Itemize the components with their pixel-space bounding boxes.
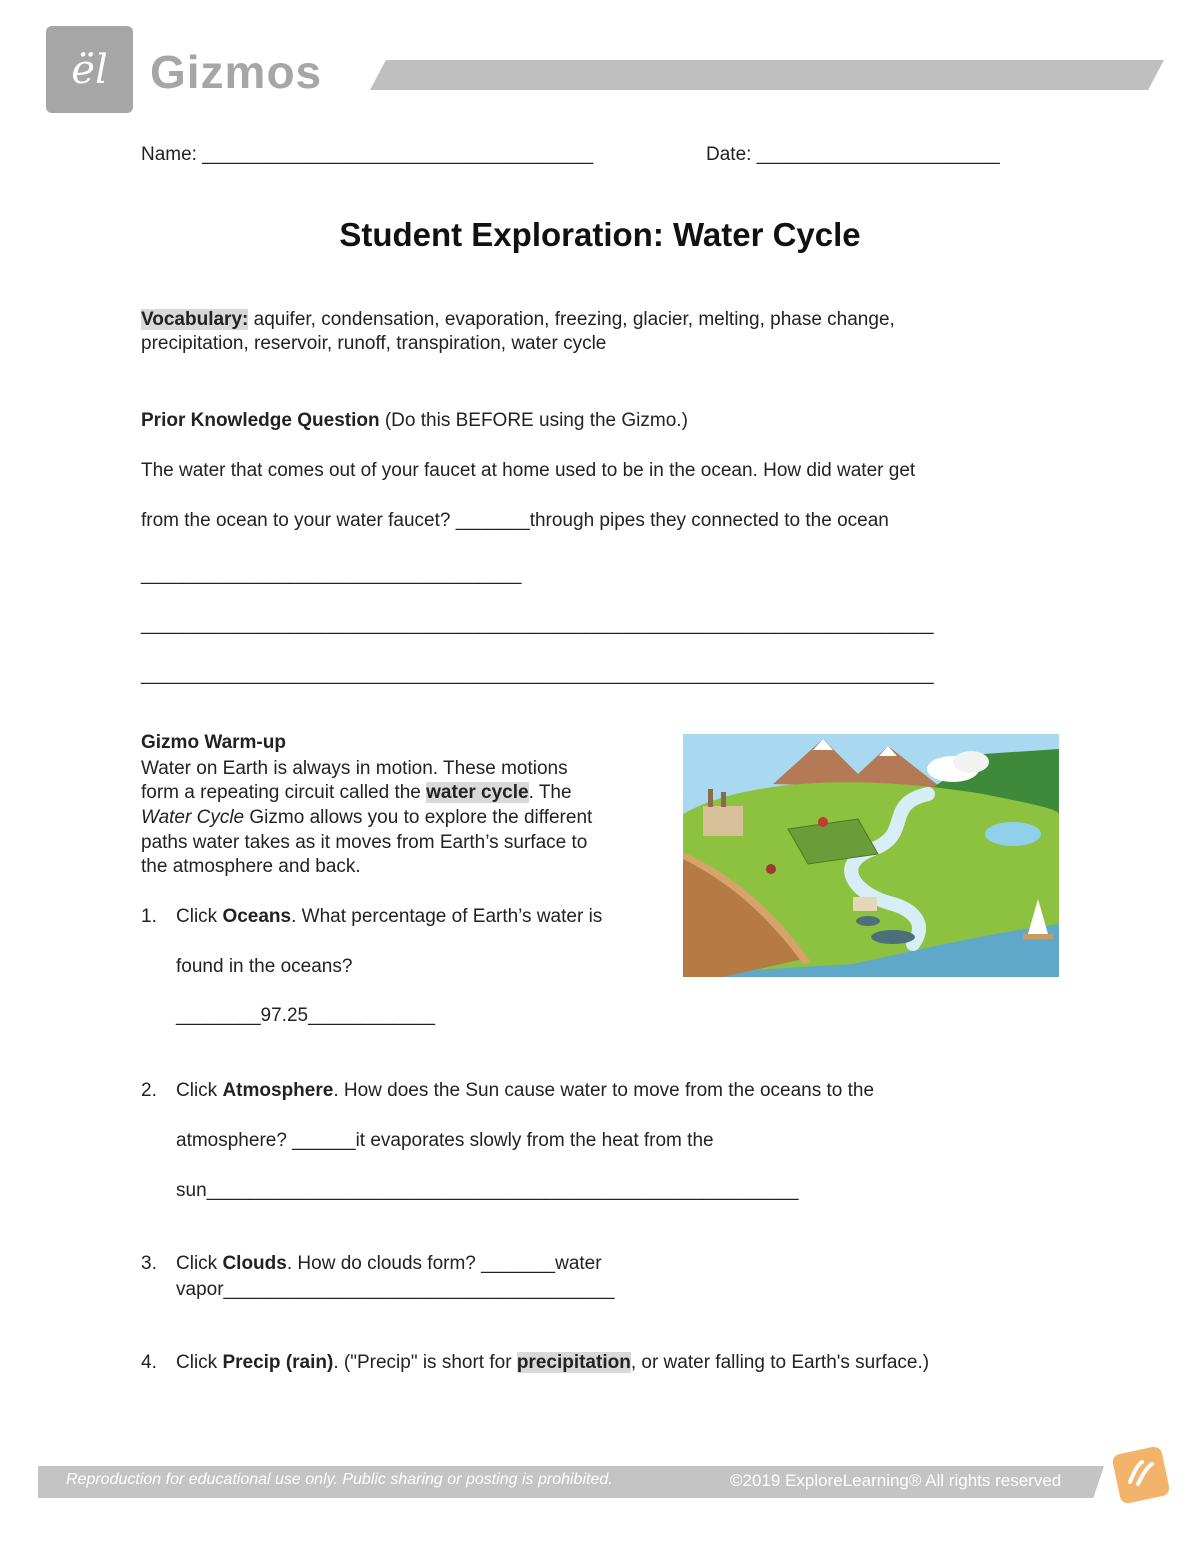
vocabulary-line-2: precipitation, reservoir, runoff, transpiration, water cycle <box>141 333 607 354</box>
logo-mark: ël <box>71 46 108 93</box>
gizmo-name: Water Cycle <box>141 807 245 828</box>
q2-text: Click <box>176 1080 223 1101</box>
question-2-number: 2. <box>141 1080 157 1101</box>
q2-text: . How does the Sun cause water to move from the oceans to the <box>333 1080 875 1101</box>
prior-question-line-2[interactable]: from the ocean to your water faucet? _______through pipes they connected to the ocean <box>141 510 889 531</box>
vocabulary-label: Vocabulary: <box>141 309 249 330</box>
explorelearning-logo-icon <box>1108 1442 1174 1508</box>
question-1-line-1 <box>176 904 602 929</box>
q1-term-oceans: Oceans <box>222 906 292 927</box>
q4-term-precip: Precip (rain) <box>222 1352 334 1373</box>
answer-blank-1[interactable]: ____________________________________ <box>141 564 522 585</box>
prior-note: (Do this BEFORE using the Gizmo.) <box>379 410 688 431</box>
prior-question-line-1: The water that comes out of your faucet at home used to be in the ocean. How did water get <box>141 460 916 481</box>
brand-name: Gizmos <box>150 46 323 98</box>
q3-text: . How do clouds form? _______water <box>286 1253 602 1274</box>
warmup-heading: Gizmo Warm-up <box>141 732 286 753</box>
question-3-line-2[interactable]: vapor_____________________________________ <box>176 1279 615 1300</box>
q4-text: Click <box>176 1352 223 1373</box>
prior-heading-bold: Prior Knowledge Question <box>141 410 380 431</box>
question-1-answer[interactable]: ________97.25____________ <box>176 1005 435 1026</box>
vocabulary-line-1 <box>141 307 895 332</box>
q1-text: . What percentage of Earth’s water is <box>291 906 603 927</box>
answer-blank-2[interactable]: ___________________________________________________________________________ <box>141 614 934 635</box>
question-4-line-1 <box>176 1350 929 1375</box>
footer-disclaimer: Reproduction for educational use only. Public sharing or posting is prohibited. <box>66 1471 613 1488</box>
warmup-text: form a repeating circuit called the <box>141 782 427 803</box>
term-water-cycle: water cycle <box>426 782 529 803</box>
q4-text: . ("Precip" is short for <box>333 1352 517 1373</box>
q2-term-atmosphere: Atmosphere <box>222 1080 334 1101</box>
date-field[interactable]: Date: _______________________ <box>706 144 1000 165</box>
q3-text: Click <box>176 1253 223 1274</box>
question-3-number: 3. <box>141 1253 157 1274</box>
q3-term-clouds: Clouds <box>222 1253 287 1274</box>
footer-copyright: ©2019 ExploreLearning® All rights reserved <box>730 1471 1062 1490</box>
question-2-line-1 <box>176 1078 874 1103</box>
warmup-line-3 <box>141 805 592 830</box>
header-bar <box>370 60 1164 90</box>
q1-text: Click <box>176 906 223 927</box>
warmup-line-5: the atmosphere and back. <box>141 856 361 877</box>
warmup-text: . The <box>528 782 572 803</box>
question-4-number: 4. <box>141 1352 157 1373</box>
vocabulary-terms: aquifer, condensation, evaporation, freezing, glacier, melting, phase change, <box>248 309 895 330</box>
term-precipitation: precipitation <box>516 1352 631 1373</box>
question-2-line-3[interactable]: sun________________________________________________________ <box>176 1180 799 1201</box>
answer-blank-3[interactable]: ___________________________________________________________________________ <box>141 664 934 685</box>
q4-text: , or water falling to Earth's surface.) <box>630 1352 930 1373</box>
question-2-line-2[interactable]: atmosphere? ______it evaporates slowly from the heat from the <box>176 1130 714 1151</box>
warmup-text: Gizmo allows you to explore the different <box>244 807 593 828</box>
prior-knowledge-heading <box>141 408 688 433</box>
water-cycle-illustration <box>683 734 1059 977</box>
gizmos-logo <box>46 26 133 113</box>
question-1-line-2: found in the oceans? <box>176 956 353 977</box>
name-field[interactable]: Name: _____________________________________ <box>141 144 594 165</box>
warmup-line-4: paths water takes as it moves from Earth’s surface to <box>141 832 588 853</box>
page-title: Student Exploration: Water Cycle <box>339 216 861 253</box>
question-1-number: 1. <box>141 906 157 927</box>
warmup-line-2 <box>141 780 572 805</box>
question-3-line-1 <box>176 1251 602 1276</box>
warmup-line-1: Water on Earth is always in motion. These motions <box>141 758 568 779</box>
